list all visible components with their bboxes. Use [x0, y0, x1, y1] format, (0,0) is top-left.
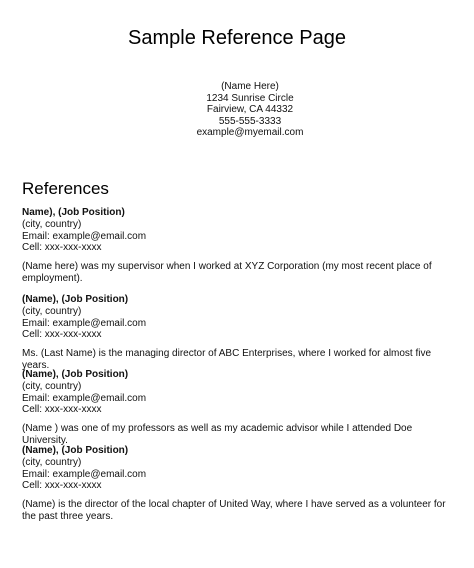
contact-city-state-zip: Fairview, CA 44332: [206, 104, 294, 116]
reference-location: (city, country): [22, 380, 82, 392]
contact-phone: 555-555-3333: [218, 115, 282, 127]
contact-name: (Name Here): [221, 81, 279, 92]
reference-location: (city, country): [22, 305, 82, 317]
reference-entry: [22, 445, 452, 522]
reference-description: Ms. (Last Name) is the managing director of ABC Enterprises, where I worked for almost five years.: [22, 348, 432, 371]
reference-location: (city, country): [22, 456, 82, 468]
contact-email: example@myemail.com: [196, 127, 304, 139]
reference-email: Email: example@email.com: [22, 392, 147, 404]
reference-entry: [22, 294, 452, 371]
reference-email: Email: example@email.com: [22, 230, 147, 242]
reference-cell: Cell: xxx-xxx-xxxx: [22, 480, 102, 492]
reference-cell: Cell: xxx-xxx-xxxx: [22, 329, 102, 341]
reference-entry: [22, 369, 452, 446]
reference-email: Email: example@email.com: [22, 317, 147, 329]
reference-entry: [22, 207, 452, 284]
reference-description: (Name here) was my supervisor when I worked at XYZ Corporation (my most recent place of employment).: [22, 261, 432, 284]
reference-name: (Name), (Job Position): [22, 294, 129, 305]
reference-location: (city, country): [22, 218, 82, 230]
references-heading: References: [22, 179, 109, 198]
reference-name: Name), (Job Position): [22, 207, 125, 218]
contact-street: 1234 Sunrise Circle: [206, 92, 294, 104]
reference-name: (Name), (Job Position): [22, 445, 129, 456]
reference-cell: Cell: xxx-xxx-xxxx: [22, 404, 102, 416]
reference-cell: Cell: xxx-xxx-xxxx: [22, 242, 102, 254]
page-title: Sample Reference Page: [128, 27, 346, 49]
contact-block: [175, 81, 325, 139]
reference-name: (Name), (Job Position): [22, 369, 129, 380]
reference-email: Email: example@email.com: [22, 468, 147, 480]
reference-description: (Name) is the director of the local chapter of United Way, where I have served as a volunteer for the past three years.: [22, 499, 446, 522]
reference-description: (Name ) was one of my professors as well as my academic advisor while I attended Doe University.: [22, 423, 413, 446]
